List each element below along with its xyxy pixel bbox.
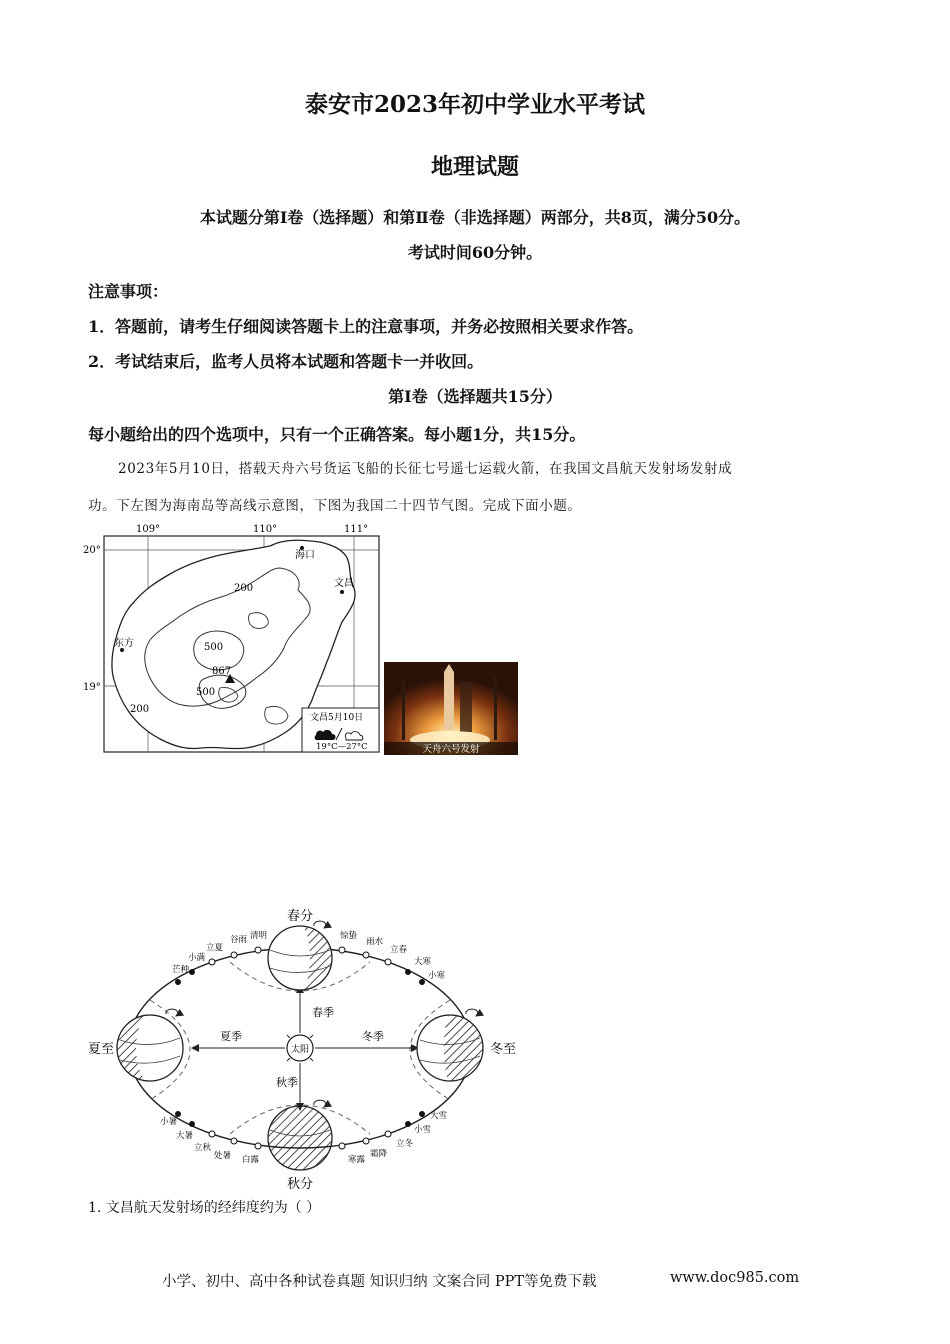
season-spring: 春季 <box>312 1006 334 1019</box>
term-dahan: 大寒 <box>414 957 432 967</box>
place-wenchang: 文昌 <box>334 578 354 589</box>
passage-line-2: 功。下左图为海南岛等高线示意图，下图为我国二十四节气图。完成下面小题。 <box>88 498 582 514</box>
place-haikou: 海口 <box>295 550 315 561</box>
earth-winter-solstice <box>417 1015 483 1081</box>
exam-subtitle: 地理试题 <box>430 154 519 180</box>
exam-title: 泰安市2023年初中学业水平考试 <box>304 91 645 118</box>
term-hanlu: 寒露 <box>348 1155 366 1165</box>
hainan-contour-map <box>80 518 385 758</box>
earth-autumn-equinox <box>268 1106 332 1170</box>
term-jingzhe: 惊蛰 <box>340 931 358 941</box>
term-dashu: 大暑 <box>176 1131 194 1141</box>
lat-label-20: 20° <box>83 545 101 556</box>
term-lichun: 立春 <box>390 945 408 955</box>
weather-temp: 19°C—27°C <box>316 742 368 752</box>
peak-elevation-label: 867 <box>212 666 232 677</box>
term-daxue: 大雪 <box>430 1111 448 1121</box>
launch-photo <box>384 662 518 755</box>
contour-label-500-b: 500 <box>196 687 216 698</box>
section-title: 第Ⅰ卷（选择题共15分） <box>388 387 562 406</box>
note-item-1: 1．答题前，请考生仔细阅读答题卡上的注意事项，并务必按照相关要求作答。 <box>88 317 644 336</box>
passage-line-1: 2023年5月10日，搭载天舟六号货运飞船的长征七号遥七运载火箭，在我国文昌航天发射场发射成 <box>118 461 733 477</box>
section-instruction: 每小题给出的四个选项中，只有一个正确答案。每小题1分，共15分。 <box>88 425 586 444</box>
term-xiaoxue: 小雪 <box>414 1125 432 1135</box>
lon-label-109: 109° <box>136 524 161 535</box>
season-summer: 夏季 <box>220 1030 242 1043</box>
footer-text: 小学、初中、高中各种试卷真题 知识归纳 文案合同 PPT等免费下载 <box>162 1274 597 1290</box>
lon-label-111: 111° <box>344 524 369 535</box>
earth-summer-solstice <box>117 1015 183 1081</box>
term-shuangjiang: 霜降 <box>370 1149 388 1159</box>
contour-label-200-west: 200 <box>130 704 150 715</box>
label-summer-solstice: 夏至 <box>88 1042 115 1057</box>
contour-label-500-a: 500 <box>204 642 224 653</box>
term-liqiu: 立秋 <box>194 1143 212 1153</box>
note-item-2: 2．考试结束后，监考人员将本试题和答题卡一并收回。 <box>88 352 484 371</box>
term-guyu: 谷雨 <box>230 935 248 945</box>
contour-label-200-north: 200 <box>234 583 254 594</box>
season-winter: 冬季 <box>362 1030 384 1043</box>
exam-intro: 本试题分第Ⅰ卷（选择题）和第Ⅱ卷（非选择题）两部分，共8页，满分50分。 <box>199 208 751 227</box>
term-lidong: 立冬 <box>396 1139 414 1149</box>
lat-label-19: 19° <box>83 682 101 693</box>
term-chushu: 处暑 <box>214 1151 232 1161</box>
question-1: 1. 文昌航天发射场的经纬度约为（ ） <box>88 1200 321 1216</box>
season-autumn: 秋季 <box>276 1076 298 1089</box>
place-dongfang: 东方 <box>114 638 134 649</box>
term-yushui: 雨水 <box>366 937 384 947</box>
term-xiaoman: 小满 <box>188 953 206 963</box>
term-bailu: 白露 <box>242 1155 260 1165</box>
weather-title: 文昌5月10日 <box>310 713 364 723</box>
label-spring-equinox: 春分 <box>286 909 314 924</box>
photo-caption: 天舟六号发射 <box>422 744 480 755</box>
term-xiaohan: 小寒 <box>428 971 446 981</box>
term-qingming: 清明 <box>250 931 268 941</box>
exam-time: 考试时间60分钟。 <box>407 243 543 262</box>
lon-label-110: 110° <box>253 524 278 535</box>
term-lixia: 立夏 <box>206 943 224 953</box>
solar-terms-diagram <box>80 900 530 1192</box>
sun-label: 太阳 <box>290 1045 310 1055</box>
earth-spring-equinox <box>268 926 332 990</box>
label-winter-solstice: 冬至 <box>490 1042 517 1057</box>
label-autumn-equinox: 秋分 <box>286 1177 314 1192</box>
footer-link[interactable]: www.doc985.com <box>670 1270 800 1286</box>
term-xiaoshu: 小暑 <box>160 1117 178 1127</box>
term-mangzhong: 芒种 <box>172 965 190 975</box>
notes-heading: 注意事项： <box>88 282 169 301</box>
